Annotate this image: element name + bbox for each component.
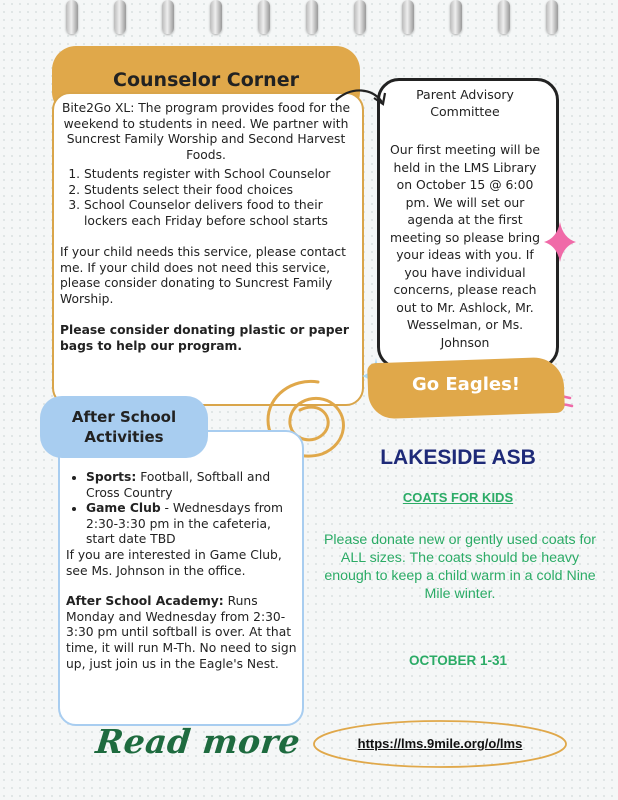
sports-text: Football, Softball and Cross Country — [86, 470, 271, 500]
donate-bags-text: Please consider donating plastic or paper bags to help our program. — [60, 323, 349, 353]
sports-label: Sports: — [86, 470, 137, 484]
parent-advisory-body: Our first meeting will be held in the LMS Library on October 15 @ 6:00 pm. We will set our agenda at the first meeting so please bring your ideas with you. If you have individual concerns, please reach out to Mr. Ashlock, Mr. Wesselman, or Ms. Johnson — [390, 142, 540, 350]
coats-drive-dates: OCTOBER 1-31 — [408, 653, 508, 668]
academy-paragraph — [66, 594, 300, 672]
after-school-title: After School Activities — [71, 408, 177, 446]
curved-arrow-icon — [336, 90, 385, 104]
go-eagles-label: Go Eagles! — [411, 374, 521, 395]
sparkle-pink-icon — [544, 222, 576, 262]
step-item: 1. Students register with School Counselor — [84, 167, 352, 183]
list-item — [86, 501, 300, 548]
game-club-label: Game Club — [86, 501, 161, 516]
academy-text: Runs Monday and Wednesday from 2:30-3:30 pm until softball is over. At that time, it will run M-Th. No need to sign up, just join us in the Eagle's Nest. — [66, 594, 297, 671]
counselor-title-text: Counselor Corner — [113, 69, 299, 91]
parent-advisory-title: Parent Advisory Committee — [416, 87, 514, 119]
academy-label: After School Academy: — [66, 594, 224, 609]
counselor-contact-text: If your child needs this service, please contact me. If your child does not need this service, please consider donating to Suncrest Family Worship. — [60, 245, 347, 306]
game-club-note: If you are interested in Game Club, see Ms. Johnson in the office. — [66, 547, 282, 578]
newsletter-link[interactable]: https://lms.9mile.org/o/lms — [357, 736, 523, 751]
read-more-heading: Read more — [93, 722, 303, 761]
lakeside-asb-title: LAKESIDE ASB — [380, 446, 536, 469]
coats-for-kids-body: Please donate new or gently used coats for ALL sizes. The coats should be heavy enough to keep a child warm in a cold Nine Mile winter. — [323, 532, 597, 602]
after-school-content — [66, 470, 300, 672]
bite2go-intro: Bite2Go XL: The program provides food for the weekend to students in need. We partner with Suncrest Family Worship and Second Harvest Foods. — [61, 101, 351, 162]
game-club-text: - Wednesdays from 2:30-3:30 pm in the cafeteria, start date TBD — [86, 501, 284, 547]
activities-list — [66, 470, 300, 548]
step-item: 2. Students select their food choices — [84, 183, 352, 199]
coats-for-kids-title: COATS FOR KIDS — [402, 490, 514, 505]
step-item: 3. School Counselor delivers food to their lockers each Friday before school starts — [84, 198, 352, 229]
list-item — [86, 470, 300, 501]
